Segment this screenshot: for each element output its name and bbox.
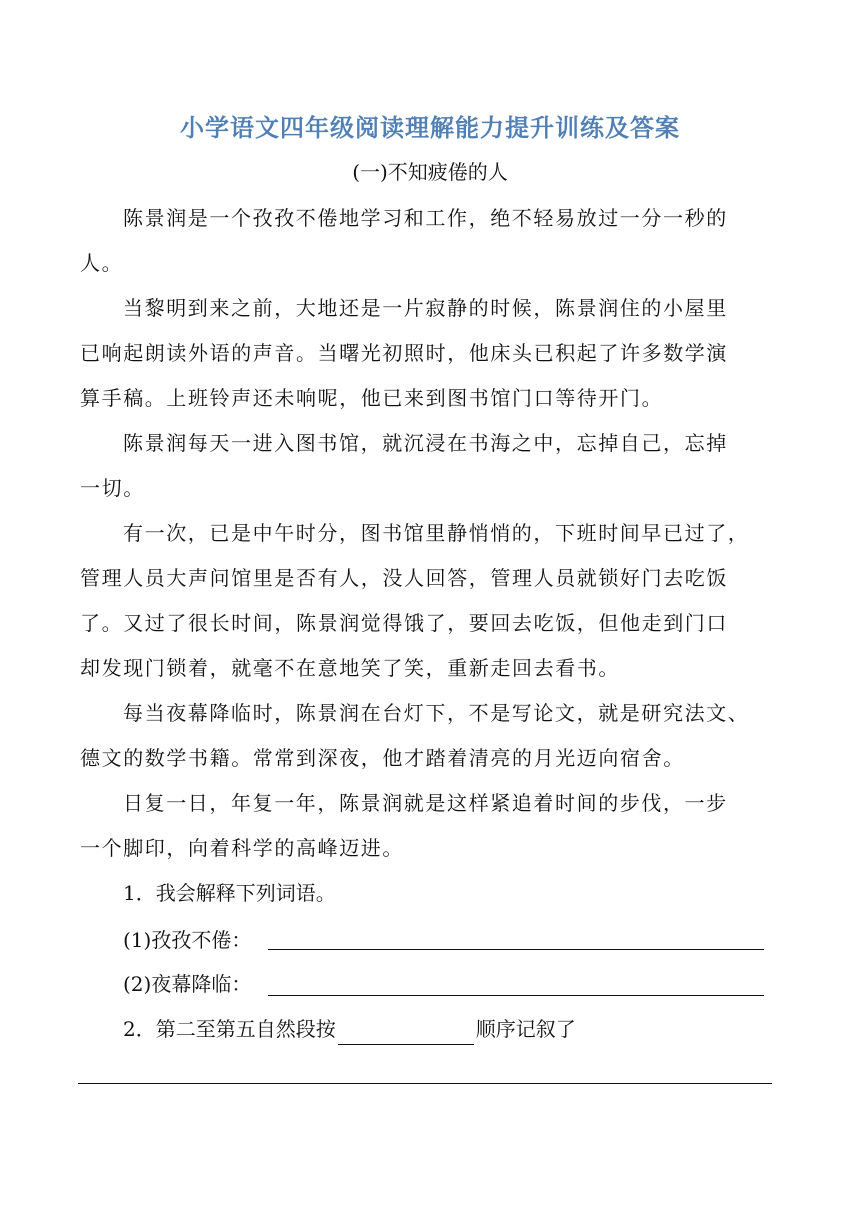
answer-blank-2-line[interactable] xyxy=(78,1083,772,1084)
passage-line: 一切。 xyxy=(80,476,145,500)
answer-blank-1a[interactable] xyxy=(268,949,764,950)
passage-line: 德文的数学书籍。常常到深夜，他才踏着清亮的月光迈向宿舍。 xyxy=(80,746,685,770)
passage-line: 有一次，已是中午时分，图书馆里静悄悄的，下班时间早已过了， xyxy=(123,521,750,545)
section-title: (一)不知疲倦的人 xyxy=(352,160,508,184)
question-1b xyxy=(123,968,251,1000)
question-1a-label: (1)孜孜不倦： xyxy=(123,928,252,952)
passage-line: 算手稿。上班铃声还未响呢，他已来到图书馆门口等待开门。 xyxy=(80,386,664,410)
passage-line: 陈景润是一个孜孜不倦地学习和工作，绝不轻易放过一分一秒的 xyxy=(123,206,728,230)
question-2 xyxy=(123,1013,576,1045)
question-1b-label: (2)夜幕降临： xyxy=(123,972,252,996)
passage-line: 人。 xyxy=(80,251,124,275)
answer-blank-1b[interactable] xyxy=(268,995,764,996)
answer-blank-2-inline[interactable] xyxy=(338,1020,474,1045)
passage-line: 已响起朗读外语的声音。当曙光初照时，他床头已积起了许多数学演 xyxy=(80,341,728,365)
question-2-prefix: 2．第二至第五自然段按 xyxy=(123,1017,336,1041)
passage-line: 日复一日，年复一年，陈景润就是这样紧追着时间的步伐，一步 xyxy=(123,791,728,815)
passage-line: 了。又过了很长时间，陈景润觉得饿了，要回去吃饭，但他走到门口 xyxy=(80,611,728,635)
question-2-suffix: 顺序记叙了 xyxy=(475,1017,576,1041)
passage-line: 却发现门锁着，就毫不在意地笑了笑，重新走回去看书。 xyxy=(80,656,620,680)
question-1: 1．我会解释下列词语。 xyxy=(123,881,336,905)
document-title: 小学语文四年级阅读理解能力提升训练及答案 xyxy=(180,114,680,142)
question-1a xyxy=(123,924,251,956)
passage-line: 陈景润每天一进入图书馆，就沉浸在书海之中，忘掉自己，忘掉 xyxy=(123,431,728,455)
passage-line: 每当夜幕降临时，陈景润在台灯下，不是写论文，就是研究法文、 xyxy=(123,701,750,725)
passage-line: 管理人员大声问馆里是否有人，没人回答，管理人员就锁好门去吃饭 xyxy=(80,566,728,590)
passage-line: 一个脚印，向着科学的高峰迈进。 xyxy=(80,836,404,860)
passage-line: 当黎明到来之前，大地还是一片寂静的时候，陈景润住的小屋里 xyxy=(123,296,728,320)
